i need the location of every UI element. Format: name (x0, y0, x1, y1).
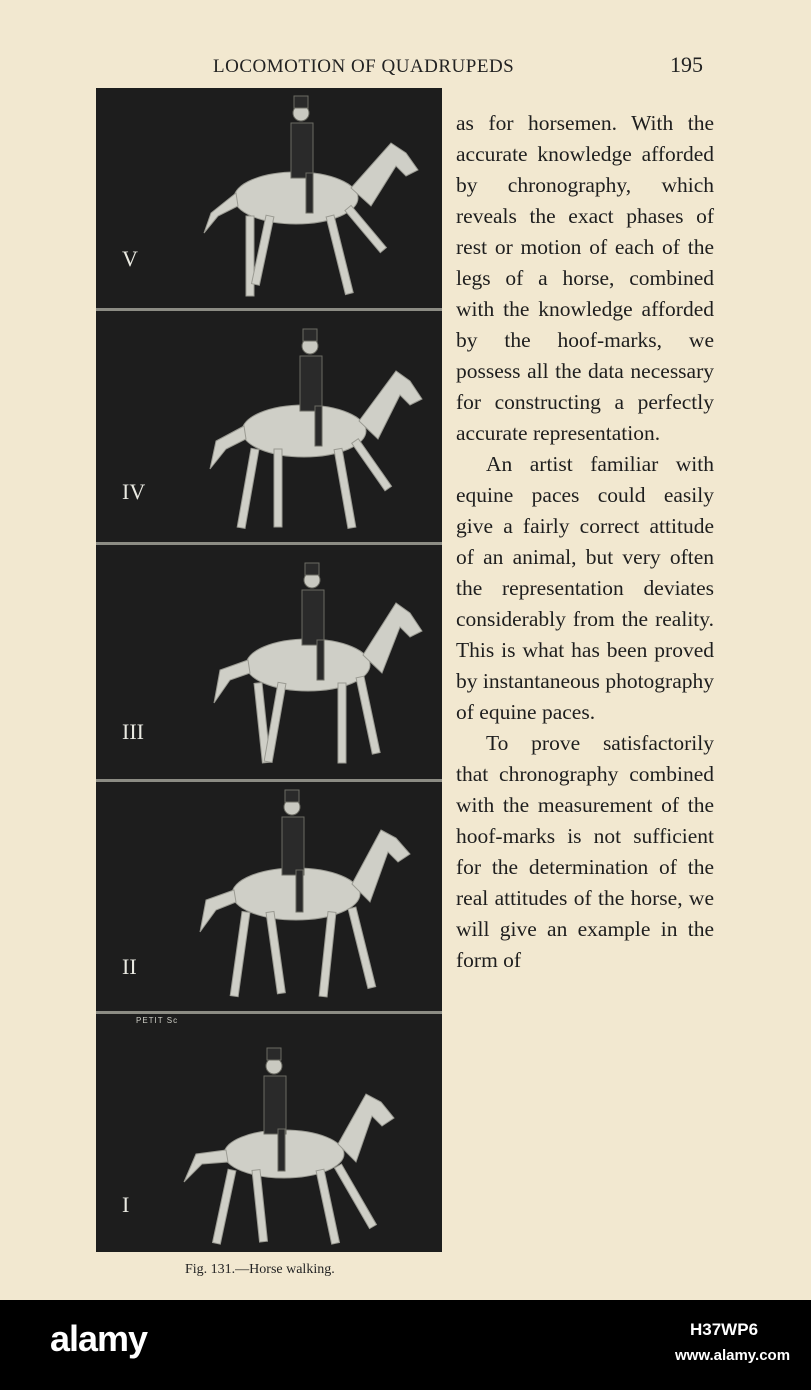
horse-walking-figure (96, 88, 442, 1252)
frame-label-iv: IV (122, 479, 146, 504)
frame-i (96, 1014, 442, 1252)
frame-v (96, 88, 442, 311)
running-head: LOCOMOTION OF QUADRUPEDS (213, 56, 515, 77)
image-id: H37WP6 (690, 1320, 759, 1339)
horse-rider-illustration-v (156, 88, 436, 308)
frame-ii (96, 782, 442, 1014)
paragraph-3: To prove satisfactorily that chronography combined with the measurement of the hoof-marks is not sufficient for the determination of the real attitudes of the horse, we will give an example in the form of (456, 731, 714, 972)
page-number: 195 (670, 52, 703, 77)
frame-label-i: I (122, 1192, 130, 1217)
engraver-mark: PETIT Sc (136, 1016, 179, 1025)
body-text (456, 108, 714, 976)
horse-rider-illustration-iv (156, 311, 436, 541)
paragraph-2: An artist familiar with equine paces could easily give a fairly correct attitude of an animal, but very often the representation deviates considerably from the reality. This is what has been proved by instantaneous photography of equine paces. (456, 452, 714, 724)
frame-iv (96, 311, 442, 545)
frame-label-ii: II (122, 954, 137, 979)
alamy-logo: alamy (50, 1318, 148, 1359)
frame-label-v: V (122, 246, 138, 271)
horse-rider-illustration-i (156, 1014, 436, 1249)
alamy-url: www.alamy.com (675, 1347, 791, 1364)
horse-rider-illustration-ii (156, 782, 436, 1012)
paragraph-1: as for horsemen. With the accurate knowledge afforded by chronography, which reveals the exact phases of rest or motion of each of the legs of a horse, combined with the knowledge afforded by the hoof-marks, we possess all the data necessary for constructing a perfectly accurate representation. (456, 111, 714, 445)
horse-rider-illustration-iii (156, 545, 436, 780)
figure-caption: Fig. 131.—Horse walking. (185, 1262, 335, 1277)
frame-iii (96, 545, 442, 782)
frame-label-iii: III (122, 719, 144, 744)
